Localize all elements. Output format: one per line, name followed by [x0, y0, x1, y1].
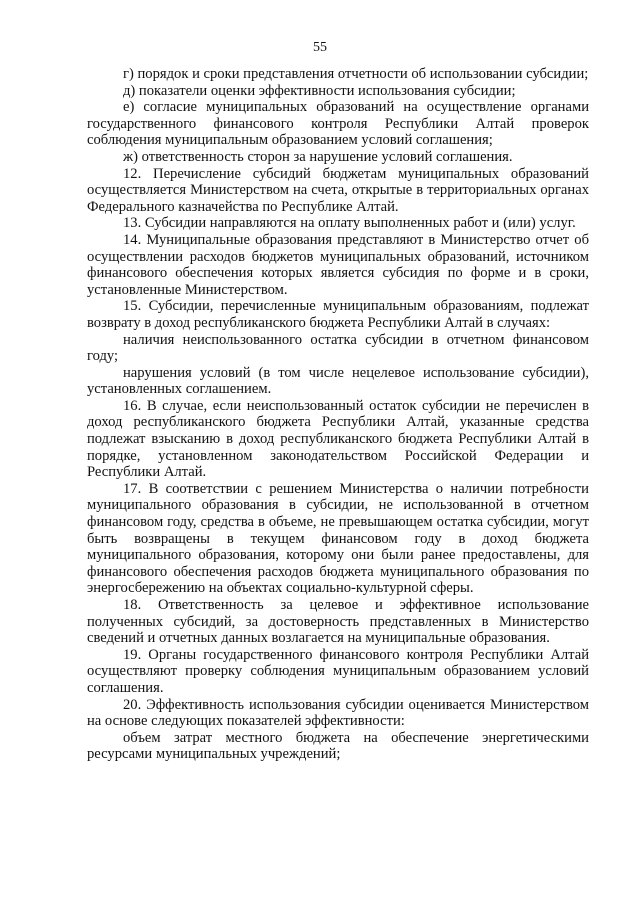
- document-body: [87, 66, 589, 763]
- paragraph-15-case-1: наличия неиспользованного остатка субсидии в отчетном финансовом году;: [87, 331, 589, 365]
- paragraph-d: д) показатели оценки эффективности использования субсидии;: [123, 82, 516, 99]
- paragraph-12: 12. Перечисление субсидий бюджетам муниципальных образований осуществляется Министерством на счета, открытые в территориальных органах Федерального казначейства по Республике Алтай.: [87, 165, 589, 215]
- paragraph-zh: ж) ответственность сторон за нарушение условий соглашения.: [123, 148, 513, 165]
- paragraph-13: 13. Субсидии направляются на оплату выполненных работ и (или) услуг.: [123, 215, 576, 232]
- paragraph-20-indicator-1: объем затрат местного бюджета на обеспечение энергетическими ресурсами муниципальных учреждений;: [87, 729, 589, 763]
- paragraph-g: г) порядок и сроки представления отчетности об использовании субсидии;: [123, 66, 589, 82]
- paragraph-15: 15. Субсидии, перечисленные муниципальным образованиям, подлежат возврату в доход республиканского бюджета Республики Алтай в случаях:: [87, 298, 589, 331]
- page-number: 55: [313, 40, 327, 55]
- paragraph-17: 17. В соответствии с решением Министерства о наличии потребности муниципального образования в субсидии, не использованной в отчетном финансовом году, средства в объеме, не превышающем остатка субсидии, могут быть возвращены в текущем финансовом году в доход бюджета муниципального образования, которому они были ранее предоставлены, для финансового обеспечения расходов бюджета муниципального образования по энергосбережению на объектах социально-культурной сферы.: [87, 480, 589, 597]
- paragraph-16: 16. В случае, если неиспользованный остаток субсидии не перечислен в доход республиканского бюджета Республики Алтай, указанные средства подлежат взысканию в доход республиканского бюджета Республики Алтай в порядке, установленном законодательством Российской Федерации и Республики Алтай.: [87, 397, 589, 481]
- paragraph-19: 19. Органы государственного финансового контроля Республики Алтай осуществляют проверку соблюдения муниципальным образованием условий соглашения.: [87, 646, 589, 696]
- paragraph-20: 20. Эффективность использования субсидии оценивается Министерством на основе следующих показателей эффективности:: [87, 696, 589, 730]
- paragraph-e: е) согласие муниципальных образований на осуществление органами государственного финансового контроля Республики Алтай проверок соблюдения муниципальным образованием условий соглашения;: [87, 99, 589, 149]
- paragraph-18: 18. Ответственность за целевое и эффективное использование полученных субсидий, за достоверность представленных в Министерство сведений и отчетных данных возлагается на муниципальные образования.: [87, 597, 589, 647]
- paragraph-14: 14. Муниципальные образования представляют в Министерство отчет об осуществлении расходов бюджетов муниципальных образований, источником финансового обеспечения которых является субсидия по форме и в сроки, установленные Министерством.: [87, 231, 589, 298]
- paragraph-15-case-2: нарушения условий (в том числе нецелевое использование субсидии), установленных соглашением.: [87, 364, 589, 398]
